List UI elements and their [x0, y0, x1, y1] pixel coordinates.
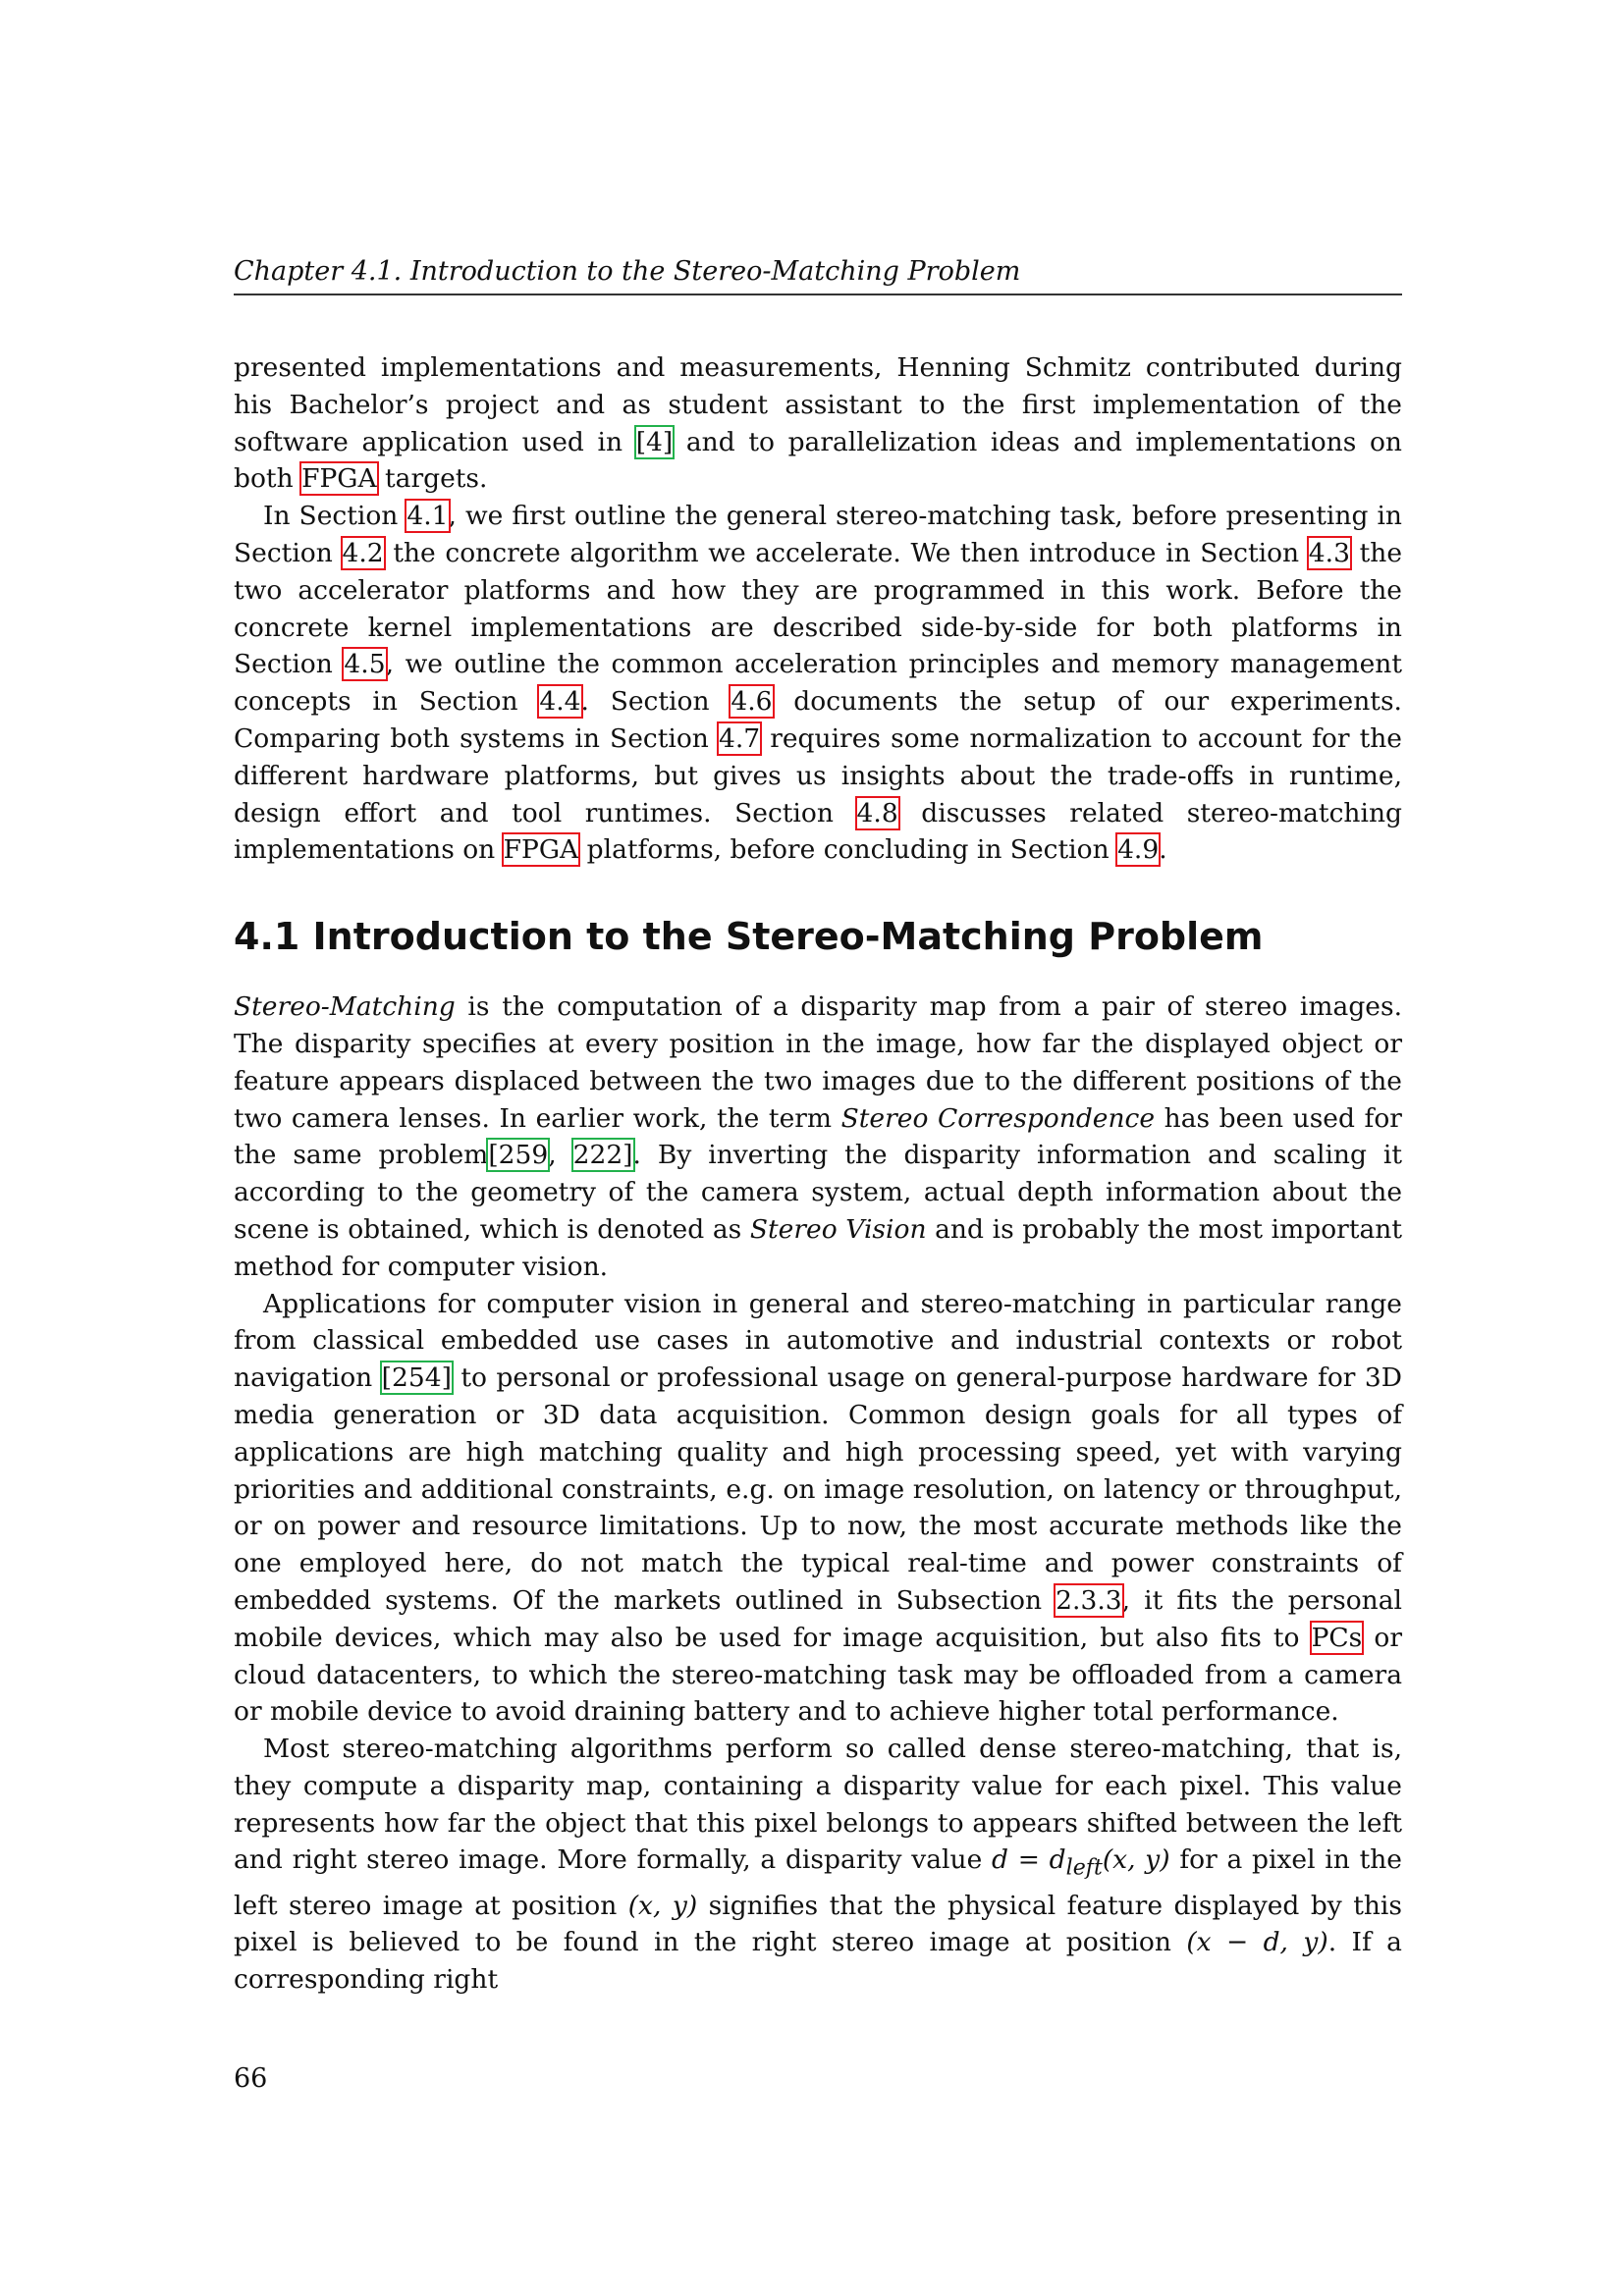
math-position: (x, y): [627, 1890, 698, 1921]
math-disparity: $d = d_{left}(x$, y): [992, 1844, 1170, 1881]
citation-link[interactable]: [259: [488, 1140, 549, 1171]
section-link[interactable]: 4.3: [1308, 537, 1350, 568]
page-number: 66: [234, 2063, 268, 2094]
section-link[interactable]: 4.7: [718, 722, 761, 754]
section-link[interactable]: 4.8: [856, 797, 898, 828]
section-link[interactable]: 4.6: [731, 686, 773, 718]
intro-paragraph-1: presented implementations and measurements, Henning Schmitz contributed during his Bachelor’s project and as student assistant to the first implementation of the software application used in [4] and to parallelization ideas and implementations on both FPGA targets.: [234, 352, 1402, 495]
section-paragraph-2: Applications for computer vision in general and stereo-matching in particular range from classical embedded use cases in automotive and industrial contexts or robot navigation [254] to personal or professional usage on general-purpose hardware for 3D media generation or 3D data acquisition. Common design goals for all types of applications are high matching quality and high processing speed, yet with varying priorities and additional constraints, e.g. on image resolution, on latency or throughput, or on power and resource limitations. Up to now, the most accurate methods like the one employed here, do not match the typical real-time and power constraints of embedded systems. Of the markets outlined in Subsection 2.3.3, it fits the personal mobile devices, which may also be used for image acquisition, but also fits to PCs or cloud datacenters, to which the stereo-matching task may be offloaded from a camera or mobile device to avoid draining battery and to achieve higher total performance.: [234, 1288, 1403, 1728]
glossary-link-fpga[interactable]: FPGA: [301, 463, 377, 495]
math-shifted-position: (x − d, y): [1186, 1927, 1328, 1958]
section-link[interactable]: 4.4: [539, 686, 581, 718]
section-paragraph-1: Stereo-Matching is the computation of a disparity map from a pair of stereo images. The disparity specifies at every position in the image, how far the displayed object or feature appears displaced between the two images due to the different positions of the two camera lenses. In earlier work, the term Stereo Correspondence has been used for the same problem[259, 222]. By inverting the disparity information and scaling it according to the geometry of the camera system, actual depth information about the scene is obtained, which is denoted as Stereo Vision and is probably the most important method for computer vision.: [234, 991, 1402, 1282]
running-head: Chapter 4.1. Introduction to the Stereo-Matching Problem: [234, 254, 1402, 295]
section-paragraph-3: Most stereo-matching algorithms perform so called dense stereo-matching, that is, they compute a disparity map, containing a disparity value for each pixel. This value represents how far the object that this pixel belongs to appears shifted between the left and right stereo image. More formally, a disparity value $d = d_{left}(x$, y) for a pixel in the left stereo image at position (x, y) signifies that the physical feature displayed by this pixel is believed to be found in the right stereo image at position (x − d, y). If a corresponding right: [234, 1734, 1402, 1996]
intro-paragraph-2: In Section 4.1, we first outline the general stereo-matching task, before presenting in Section 4.2 the concrete algorithm we accelerate. We then introduce in Section 4.3 the two accelerator platforms and how they are programmed in this work. Before the concrete kernel implementations are described side-by-side for both platforms in Section 4.5, we outline the common acceleration principles and memory management concepts in Section 4.4. Section 4.6 documents the setup of our experiments. Comparing both systems in Section 4.7 requires some normalization to account for the different hardware platforms, but gives us insights about the trade-offs in runtime, design effort and tool runtimes. Section 4.8 discusses related stereo-matching implementations on FPGA platforms, before concluding in Section 4.9.: [234, 501, 1403, 866]
section-link[interactable]: 4.2: [342, 537, 384, 568]
citation-link[interactable]: [4]: [635, 426, 674, 457]
section-link[interactable]: 4.5: [344, 649, 386, 680]
subsection-link[interactable]: 2.3.3: [1056, 1584, 1122, 1616]
page-body: [234, 349, 1402, 1999]
section-link[interactable]: 4.9: [1117, 834, 1160, 866]
section-link[interactable]: 4.1: [406, 501, 449, 532]
section-heading: 4.1 Introduction to the Stereo-Matching Problem: [234, 915, 1264, 959]
citation-link[interactable]: 222]: [572, 1140, 633, 1171]
glossary-link-pcs[interactable]: PCs: [1311, 1622, 1363, 1653]
glossary-link-fpga[interactable]: FPGA: [503, 834, 579, 866]
citation-link[interactable]: [254]: [381, 1362, 452, 1394]
